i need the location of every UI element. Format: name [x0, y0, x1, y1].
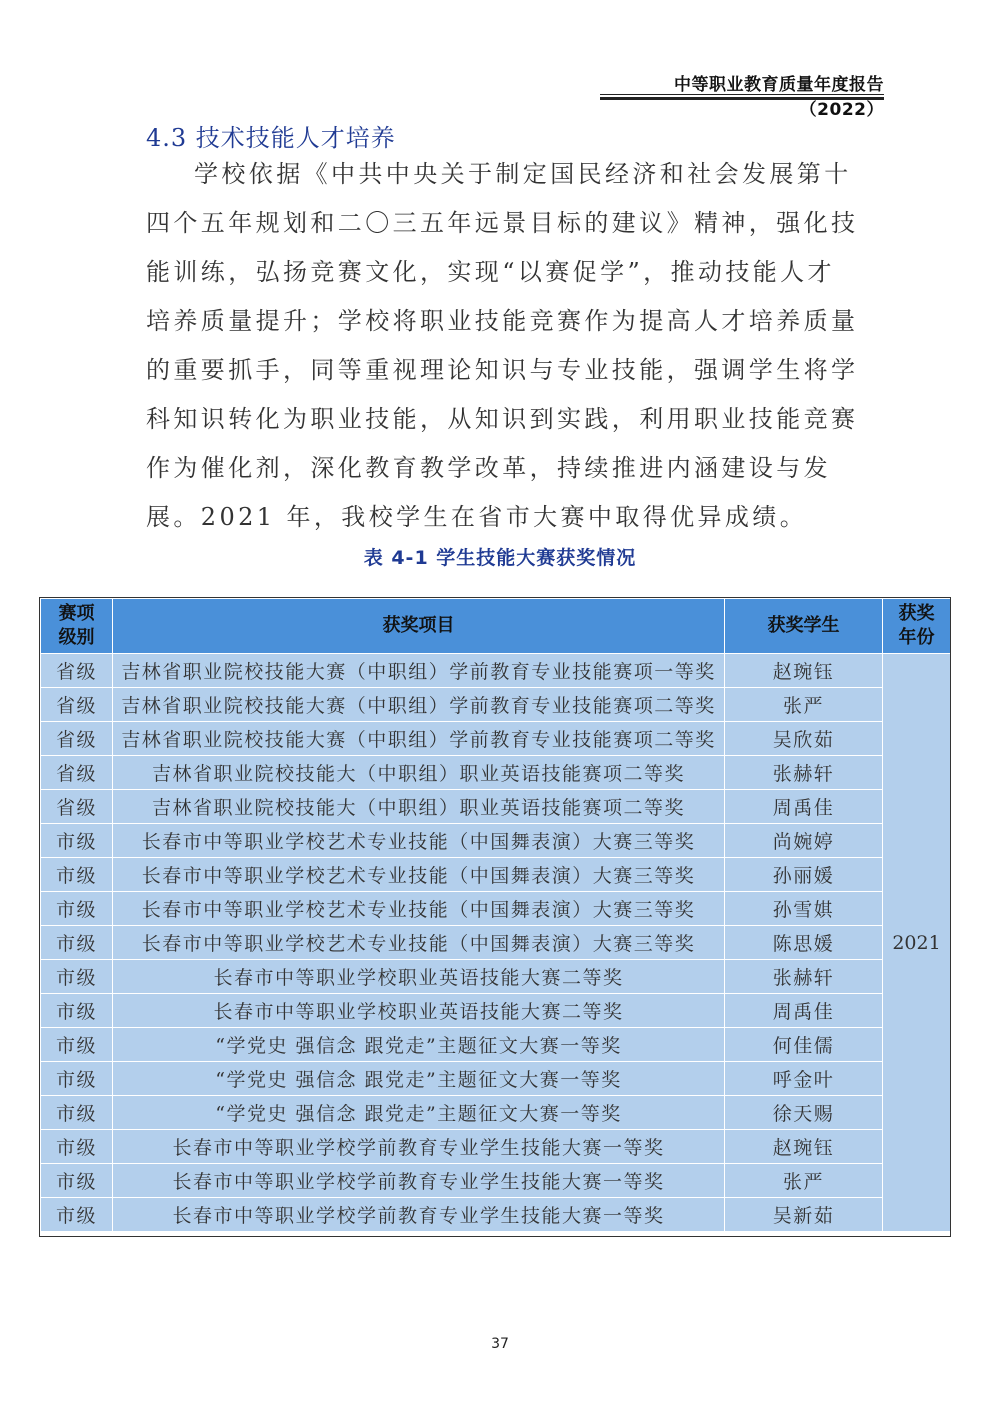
cell-project: 长春市中等职业学校学前教育专业学生技能大赛一等奖: [113, 1130, 725, 1164]
cell-student: 吴新茹: [725, 1198, 883, 1232]
cell-student: 张严: [725, 688, 883, 722]
table-row: [41, 960, 951, 994]
header-level: [41, 599, 113, 654]
cell-level: 省级: [41, 756, 113, 790]
header-year-line1: 获奖: [898, 603, 935, 624]
cell-student: 吴欣茹: [725, 722, 883, 756]
cell-level: 省级: [41, 722, 113, 756]
table-row: [41, 1028, 951, 1062]
header-rule-thick: [600, 97, 884, 100]
table-row: [41, 654, 951, 688]
cell-project: “学党史 强信念 跟党走”主题征文大赛一等奖: [113, 1062, 725, 1096]
cell-level: 省级: [41, 654, 113, 688]
cell-level: 市级: [41, 994, 113, 1028]
cell-student: 张赫轩: [725, 960, 883, 994]
table-row: [41, 756, 951, 790]
cell-level: 市级: [41, 858, 113, 892]
header-year-line2: 年份: [898, 627, 935, 648]
header-rule-thin: [600, 94, 884, 95]
cell-student: 张严: [725, 1164, 883, 1198]
cell-project: 吉林省职业院校技能大（中职组）职业英语技能赛项二等奖: [113, 790, 725, 824]
table-row: [41, 1198, 951, 1232]
cell-level: 市级: [41, 1164, 113, 1198]
table-row: [41, 1096, 951, 1130]
table-row: [41, 1062, 951, 1096]
cell-student: 孙雪娸: [725, 892, 883, 926]
cell-student: 张赫轩: [725, 756, 883, 790]
cell-student: 赵琬钰: [725, 1130, 883, 1164]
cell-student: 呼金叶: [725, 1062, 883, 1096]
cell-level: 市级: [41, 1096, 113, 1130]
cell-project: 长春市中等职业学校学前教育专业学生技能大赛一等奖: [113, 1164, 725, 1198]
table-row: [41, 892, 951, 926]
cell-year: 2021: [883, 654, 951, 1232]
cell-student: 孙丽媛: [725, 858, 883, 892]
cell-level: 省级: [41, 688, 113, 722]
section-heading: 4.3 技术技能人才培养: [146, 124, 396, 152]
header-student: 获奖学生: [725, 599, 883, 654]
header-project: 获奖项目: [113, 599, 725, 654]
cell-project: 吉林省职业院校技能大赛（中职组）学前教育专业技能赛项二等奖: [113, 722, 725, 756]
cell-project: 吉林省职业院校技能大赛（中职组）学前教育专业技能赛项一等奖: [113, 654, 725, 688]
cell-student: 周禹佳: [725, 790, 883, 824]
cell-level: 省级: [41, 790, 113, 824]
cell-student: 尚婉婷: [725, 824, 883, 858]
running-header-title: 中等职业教育质量年度报告（2022）: [674, 75, 884, 120]
awards-table: [40, 598, 951, 1232]
header-level-line2: 级别: [58, 627, 95, 648]
table-caption: 表 4-1 学生技能大赛获奖情况: [363, 547, 637, 569]
page-number: 37: [491, 1336, 509, 1352]
cell-student: 陈思媛: [725, 926, 883, 960]
cell-level: 市级: [41, 1062, 113, 1096]
section-paragraph: 学校依据《中共中央关于制定国民经济和社会发展第十四个五年规划和二〇三五年远景目标的建议》精神，强化技能训练，弘扬竞赛文化，实现“以赛促学”，推动技能人才培养质量提升；学校将职业技能竞赛作为提高人才培养质量的重要抓手，同等重视理论知识与专业技能，强调学生将学科知识转化为职业技能，从知识到实践，利用职业技能竞赛作为催化剂，深化教育教学改革，持续推进内涵建设与发展。2021 年，我校学生在省市大赛中取得优异成绩。: [146, 160, 859, 531]
table-row: [41, 994, 951, 1028]
cell-student: 徐天赐: [725, 1096, 883, 1130]
cell-project: 长春市中等职业学校艺术专业技能（中国舞表演）大赛三等奖: [113, 892, 725, 926]
cell-student: 赵琬钰: [725, 654, 883, 688]
cell-project: 吉林省职业院校技能大（中职组）职业英语技能赛项二等奖: [113, 756, 725, 790]
table-row: [41, 1164, 951, 1198]
cell-student: 何佳儒: [725, 1028, 883, 1062]
cell-student: 周禹佳: [725, 994, 883, 1028]
cell-level: 市级: [41, 892, 113, 926]
cell-project: 长春市中等职业学校艺术专业技能（中国舞表演）大赛三等奖: [113, 926, 725, 960]
cell-project: 吉林省职业院校技能大赛（中职组）学前教育专业技能赛项二等奖: [113, 688, 725, 722]
cell-level: 市级: [41, 1130, 113, 1164]
table-row: [41, 790, 951, 824]
header-level-line1: 赛项: [58, 603, 95, 624]
cell-level: 市级: [41, 926, 113, 960]
cell-level: 市级: [41, 960, 113, 994]
cell-project: 长春市中等职业学校职业英语技能大赛二等奖: [113, 960, 725, 994]
cell-level: 市级: [41, 1198, 113, 1232]
cell-project: “学党史 强信念 跟党走”主题征文大赛一等奖: [113, 1096, 725, 1130]
table-row: [41, 858, 951, 892]
table-row: [41, 722, 951, 756]
table-row: [41, 688, 951, 722]
table-header-row: [41, 599, 951, 654]
cell-project: 长春市中等职业学校艺术专业技能（中国舞表演）大赛三等奖: [113, 858, 725, 892]
table-row: [41, 824, 951, 858]
cell-project: 长春市中等职业学校学前教育专业学生技能大赛一等奖: [113, 1198, 725, 1232]
table-row: [41, 926, 951, 960]
cell-project: “学党史 强信念 跟党走”主题征文大赛一等奖: [113, 1028, 725, 1062]
header-year: [883, 599, 951, 654]
cell-level: 市级: [41, 824, 113, 858]
cell-level: 市级: [41, 1028, 113, 1062]
cell-project: 长春市中等职业学校职业英语技能大赛二等奖: [113, 994, 725, 1028]
cell-project: 长春市中等职业学校艺术专业技能（中国舞表演）大赛三等奖: [113, 824, 725, 858]
table-row: [41, 1130, 951, 1164]
